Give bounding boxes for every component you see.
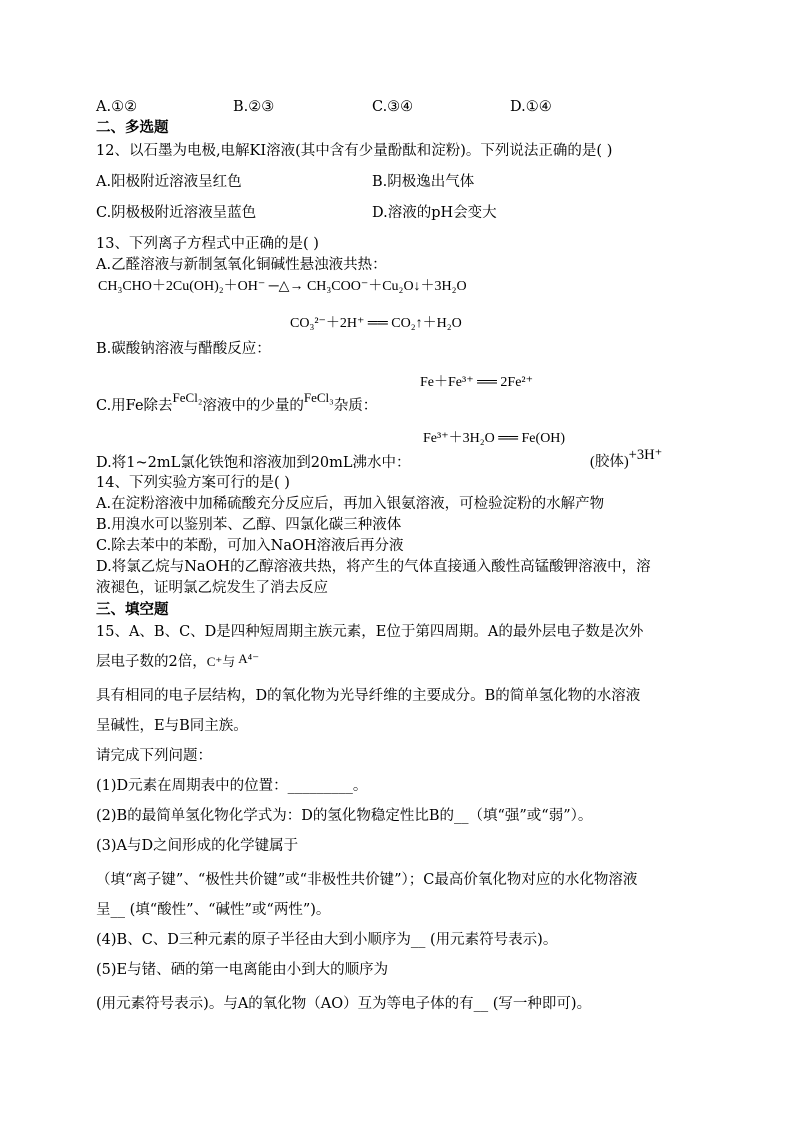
q13-c-text-2: 溶液中的少量的 (202, 398, 304, 414)
q11-option-c: C.③④ (372, 99, 414, 115)
q13-c-text-3: 杂质： (333, 398, 378, 414)
q13-option-a-equation: CH₃CHO＋2Cu(OH)₂＋OH⁻ ─△→ CH₃COO⁻＋Cu₂O↓＋3H₂O (98, 279, 467, 294)
q15-part-4: (4)B、C、D三种元素的原子半径由大到小顺序为__ (用元素符号表示)。 (96, 932, 558, 948)
q14-option-a: A.在淀粉溶液中加稀硫酸充分反应后，再加入银氨溶液，可检验淀粉的水解产物 (96, 496, 605, 512)
q13-c-formula-fecl3: FeCl₃ (303, 390, 334, 405)
q12-option-d: D.溶液的pH会变大 (372, 205, 497, 221)
q15-line-4: 呈碱性，E与B同主族。 (96, 718, 248, 734)
q14-option-d-line2: 液褪色，证明氯乙烷发生了消去反应 (96, 580, 328, 596)
q13-option-c-text (96, 390, 378, 416)
section-title-multiple-choice: 二、多选题 (96, 120, 169, 136)
q13-option-d-text: D.将1~2mL氯化铁饱和溶液加到20mL沸水中： (96, 455, 411, 471)
q14-option-c: C.除去苯中的苯酚，可加入NaOH溶液后再分液 (96, 538, 404, 554)
q12-option-a: A.阳极附近溶液呈红色 (96, 174, 242, 190)
q13-d-h-ion: +3H⁺ (628, 447, 663, 463)
q15-part-3-line-2: （填“离子键”、“极性共价键”或“非极性共价键”）；C最高价氧化物对应的水化物溶液 (96, 872, 638, 888)
q14-stem: 14、下列实验方案可行的是( ) (96, 475, 290, 491)
q12-option-b: B.阴极逸出气体 (372, 174, 475, 190)
q15-line-1: 15、A、B、C、D是四种短周期主族元素，E位于第四周期。A的最外层电子数是次外 (96, 624, 644, 640)
q15-part-5-line-2: (用元素符号表示)。与A的氧化物（AO）互为等电子体的有__ (写一种即可)。 (96, 996, 592, 1012)
q12-option-c: C.阴极极附近溶液呈蓝色 (96, 205, 257, 221)
section-title-fill-in: 三、填空题 (96, 602, 169, 618)
q15-part-2: (2)B的最简单氢化物化学式为：D的氢化物稳定性比B的__（填“强”或“弱”）。 (96, 808, 593, 824)
q13-option-b-equation: CO₃²⁻＋2H⁺ ══ CO₂↑＋H₂O (290, 316, 462, 331)
q13-option-d-equation: Fe³⁺＋3H₂O ══ Fe(OH) (423, 431, 566, 446)
q11-option-d: D.①④ (510, 99, 552, 115)
q13-c-formula-fecl2: FeCl₂ (172, 390, 203, 405)
q15-line-2 (96, 652, 259, 672)
q15-part-1: (1)D元素在周期表中的位置：_________。 (96, 778, 368, 794)
q15-ion-c: C⁺与 (206, 654, 236, 669)
q11-option-a: A.①② (96, 99, 138, 115)
q15-line-5: 请完成下列问题： (96, 748, 212, 764)
q15-line-3: 具有相同的电子层结构，D的氧化物为光导纤维的主要成分。B的简单氢化物的水溶液 (96, 688, 641, 704)
q11-option-b: B.②③ (233, 99, 275, 115)
q14-option-d-line1: D.将氯乙烷与NaOH的乙醇溶液共热，将产生的气体直接通入酸性高锰酸钾溶液中，溶 (96, 559, 651, 575)
q15-ion-a: A⁴⁻ (238, 651, 260, 666)
q15-part-3: (3)A与D之间形成的化学键属于 (96, 838, 299, 854)
q13-option-a-text: A.乙醛溶液与新制氢氧化铜碱性悬浊液共热： (96, 257, 387, 273)
q15-part-5: (5)E与锗、硒的第一电离能由小到大的顺序为 (96, 962, 389, 978)
q13-d-colloid: (胶体) (590, 454, 629, 470)
q13-c-text-1: C.用Fe除去 (96, 398, 173, 414)
q15-part-3-line-3: 呈__ (填“酸性”、“碱性”或“两性”)。 (96, 902, 331, 918)
q13-stem: 13、下列离子方程式中正确的是( ) (96, 236, 319, 252)
q13-option-c-equation: Fe＋Fe³⁺ ══ 2Fe²⁺ (420, 375, 534, 390)
q14-option-b: B.用溴水可以鉴别苯、乙醇、四氯化碳三种液体 (96, 517, 402, 533)
q12-stem: 12、以石墨为电极,电解KI溶液(其中含有少量酚酞和淀粉)。下列说法正确的是( ) (96, 143, 613, 159)
q15-line-2-text: 层电子数的2倍， (96, 654, 207, 670)
q13-option-b-text: B.碳酸钠溶液与醋酸反应： (96, 341, 271, 357)
q13-option-d-tail (590, 447, 663, 471)
